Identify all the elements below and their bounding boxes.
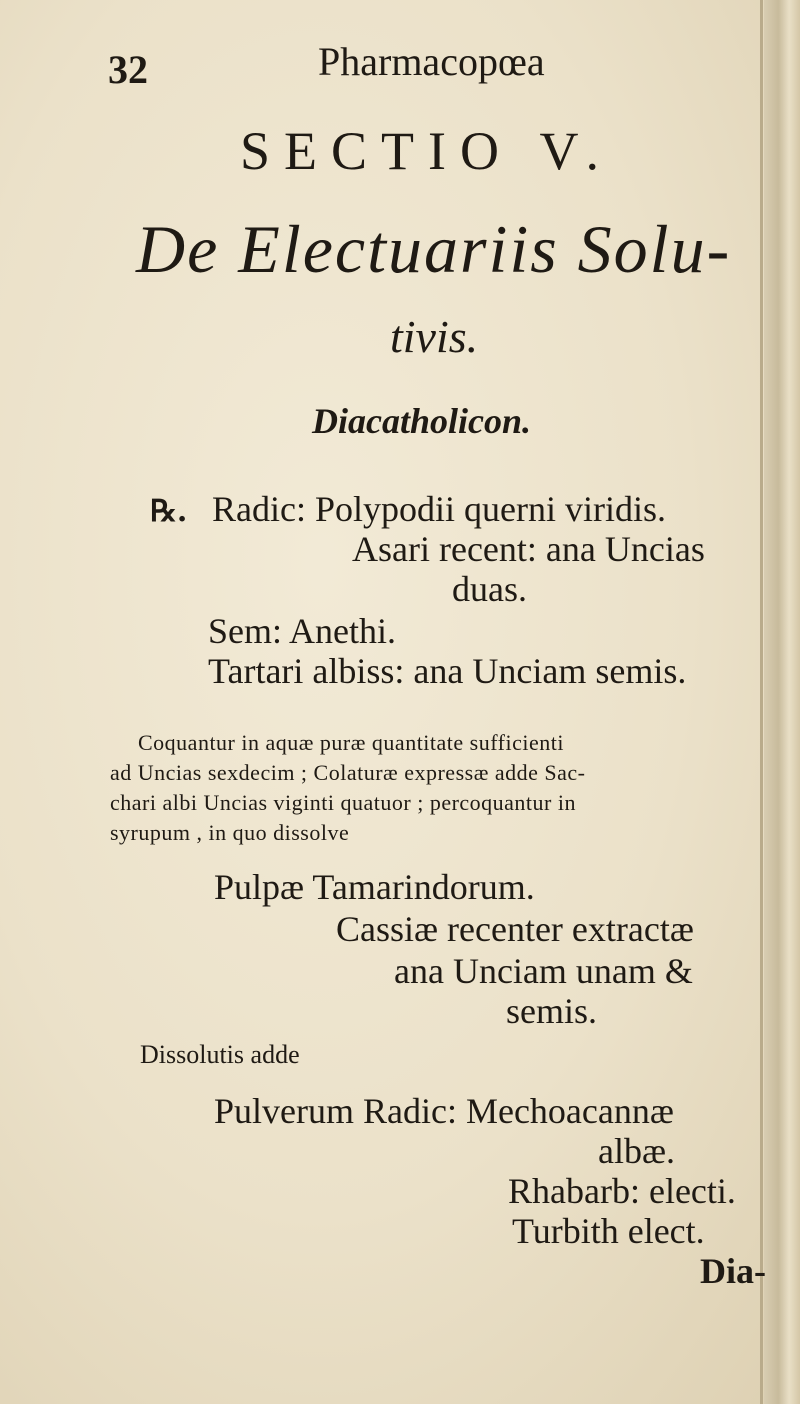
- section-heading: SECTIO V.: [240, 121, 614, 181]
- ingredient-line: ana Unciam unam &: [394, 951, 693, 991]
- page-gutter: [764, 0, 800, 1404]
- instruction-line: syrupum , in quo dissolve: [110, 820, 350, 845]
- ingredient-line: albæ.: [598, 1131, 675, 1171]
- section-title-line-2: tivis.: [390, 311, 479, 362]
- ingredient-line: Cassiæ recenter extractæ: [336, 909, 694, 949]
- ingredient-line: Sem: Anethi.: [208, 611, 396, 651]
- page-number: 32: [108, 47, 148, 92]
- instruction-line: chari albi Uncias viginti quatuor ; percoquantur in: [110, 790, 576, 815]
- running-head: Pharmacopœa: [318, 39, 545, 84]
- recipe-symbol: ℞.: [150, 494, 188, 529]
- recipe-name: Diacatholicon.: [312, 401, 532, 441]
- ingredient-line: duas.: [452, 569, 527, 609]
- ingredient-line: Asari recent: ana Uncias: [352, 529, 705, 569]
- ingredient-line: Pulpæ Tamarindorum.: [214, 867, 535, 907]
- gutter-fold-line: [760, 0, 763, 1404]
- instruction-line: Coquantur in aquæ puræ quantitate sufficienti: [138, 730, 564, 755]
- ingredient-line: Turbith elect.: [512, 1211, 705, 1251]
- ingredient-line: semis.: [506, 991, 598, 1031]
- ingredient-line: Tartari albiss: ana Unciam semis.: [208, 651, 687, 691]
- instruction-line: Dissolutis adde: [140, 1040, 300, 1069]
- instruction-line: ad Uncias sexdecim ; Colaturæ expressæ adde Sac-: [110, 760, 586, 785]
- ingredient-line: Pulverum Radic: Mechoacannæ: [214, 1091, 674, 1131]
- catchword: Dia-: [700, 1251, 766, 1291]
- bleed-through-text: [110, 180, 117, 210]
- ingredient-line: Radic: Polypodii querni viridis.: [212, 489, 666, 529]
- bleed-through-text: [130, 300, 137, 330]
- section-title-line-1: De Electuariis Solu-: [136, 211, 732, 287]
- ingredient-line: Rhabarb: electi.: [508, 1171, 736, 1211]
